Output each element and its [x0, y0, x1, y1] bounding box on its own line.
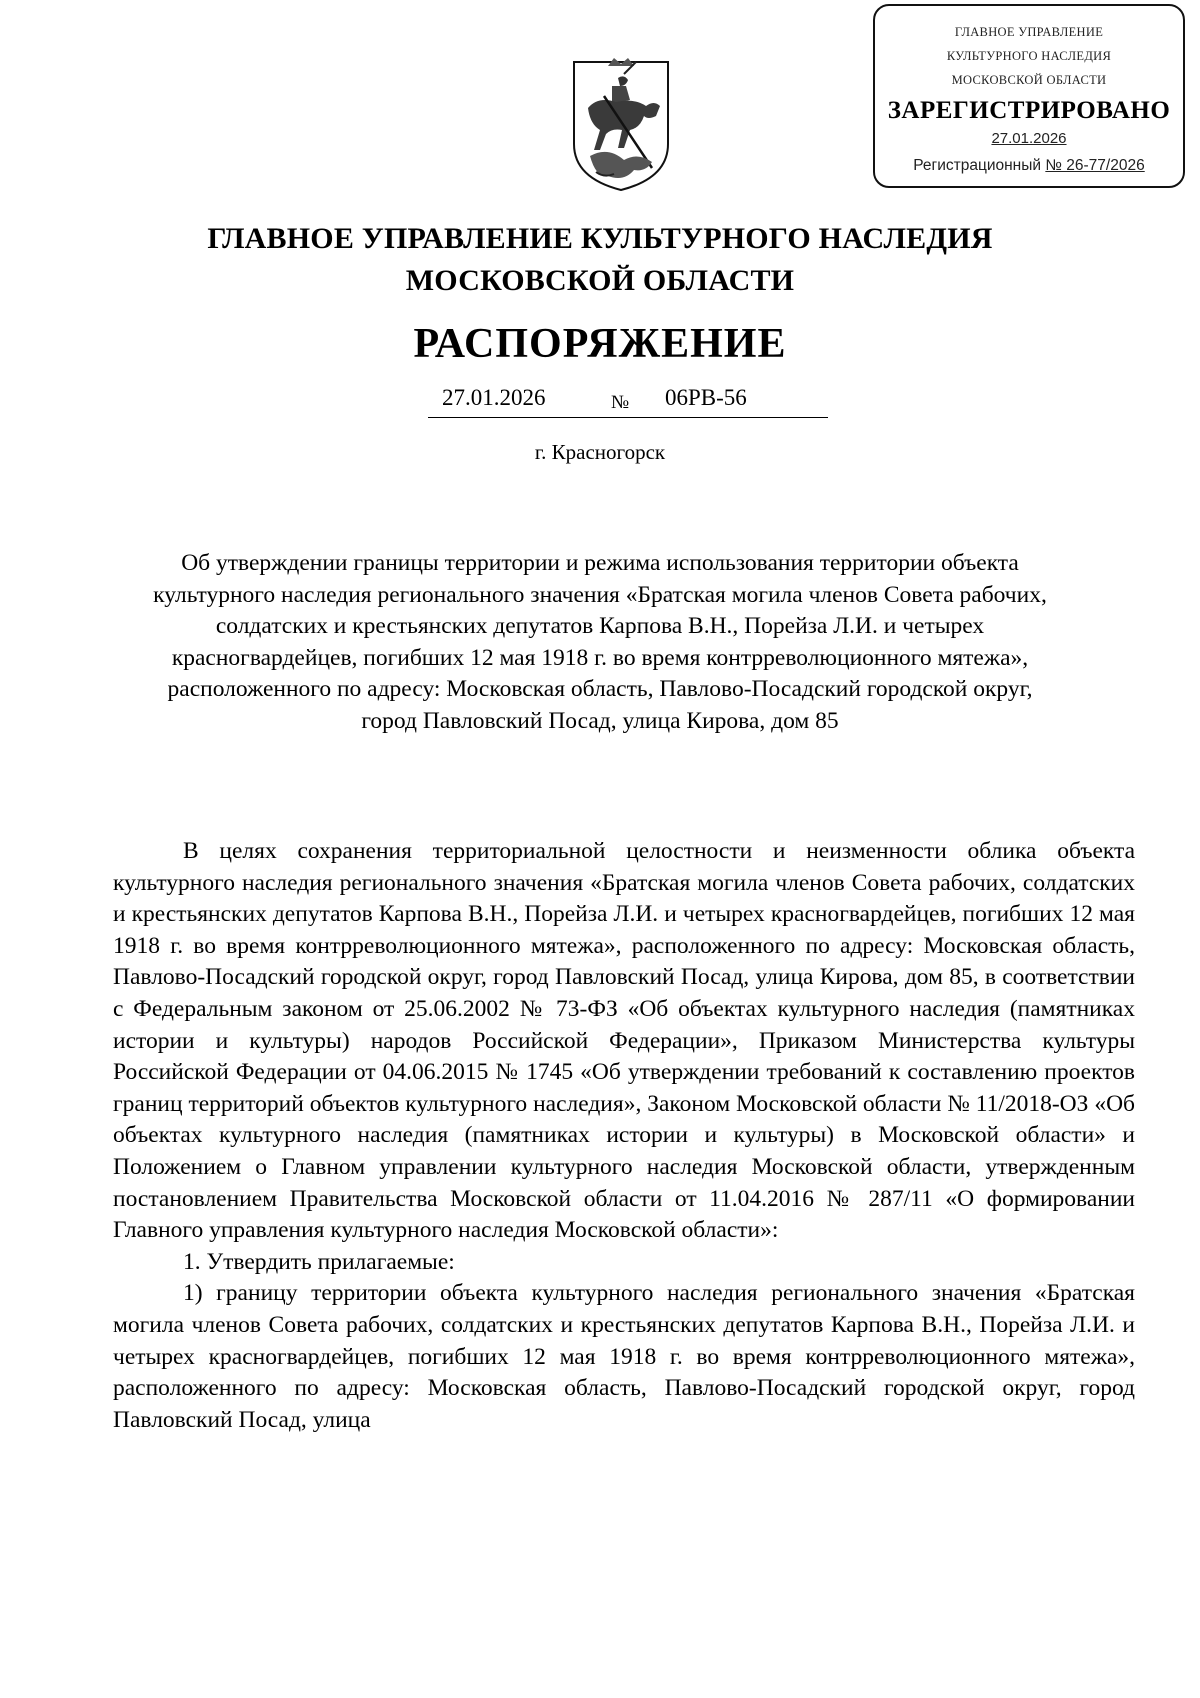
- organization-name: [0, 218, 1200, 302]
- stamp-org-line-2: КУЛЬТУРНОГО НАСЛЕДИЯ: [946, 49, 1112, 63]
- item-1-paragraph: 1. Утвердить прилагаемые:: [183, 1248, 455, 1275]
- organization-name-line-2: МОСКОВСКОЙ ОБЛАСТИ: [405, 264, 795, 297]
- document-number: 06РВ-56: [665, 385, 747, 410]
- document-type: РАСПОРЯЖЕНИЕ: [413, 321, 787, 367]
- date-number-line: [428, 383, 828, 418]
- stamp-org-line-1: ГЛАВНОЕ УПРАВЛЕНИЕ: [954, 25, 1104, 39]
- stamp-reg-label: Регистрационный: [913, 157, 1042, 174]
- organization-name-line-1: ГЛАВНОЕ УПРАВЛЕНИЕ КУЛЬТУРНОГО НАСЛЕДИЯ: [207, 222, 993, 255]
- stamp-org-line-3: МОСКОВСКОЙ ОБЛАСТИ: [951, 73, 1107, 87]
- item-1-1-paragraph: 1) границу территории объекта культурного наследия регионального значения «Братская могила членов Совета рабочих, солдатских и крестьянских депутатов Карпова В.Н., Порейза Л.И. и четырех красногвардейцев, погибших 12 мая 1918 г. во время контрреволюционного мятежа», расположенного по адресу: Московская область, Павлово-Посадский городской округ, город Павловский Посад, улица: [113, 1280, 1135, 1433]
- document-subject: Об утверждении границы территории и режима использования территории объекта культурного наследия регионального значения «Братская могила членов Совета рабочих, солдатских и крестьянских депутатов Карпова В.Н., Порейза Л.И. и четырех красногвардейцев, погибших 12 мая 1918 г. во время контрреволюционного мятежа», расположенного по адресу: Московская область, Павлово-Посадский городской округ, город Павловский Посад, улица Кирова, дом 85: [153, 550, 1047, 734]
- document-date: 27.01.2026: [442, 385, 546, 410]
- document-body: [113, 836, 1135, 1436]
- stamp-reg-number: № 26-77/2026: [1045, 157, 1145, 174]
- stamp-registration-number: [875, 157, 1183, 175]
- stamp-status: ЗАРЕГИСТРИРОВАНО: [887, 97, 1171, 124]
- city: г. Красногорск: [534, 440, 666, 464]
- preamble-paragraph: В целях сохранения территориальной целостности и неизменности облика объекта культурного наследия регионального значения «Братская могила членов Совета рабочих, солдатских и крестьянских депутатов Карпова В.Н., Порейза Л.И. и четырех красногвардейцев, погибших 12 мая 1918 г. во время контрреволюционного мятежа», расположенного по адресу: Московская область, Павлово-Посадский городской округ, город Павловский Посад, улица Кирова, дом 85, в соответствии с Федеральным законом от 25.06.2002 № 73-ФЗ «Об объектах культурного наследия (памятниках истории и культуры) народов Российской Федерации», Приказом Министерства культуры Российской Федерации от 04.06.2015 № 1745 «Об утверждении требований к составлению проектов границ территорий объектов культурного наследия», Законом Московской области № 11/2018-ОЗ «Об объектах культурного наследия (памятниках истории и культуры) в Московской области» и Положением о Главном управлении культурного наследия Московской области, утвержденным постановлением Правительства Московской области от 11.04.2016 № 287/11 «О формировании Главного управления культурного наследия Московской области»:: [113, 838, 1135, 1244]
- number-sign: №: [611, 392, 630, 413]
- registration-stamp: [873, 4, 1185, 188]
- coat-of-arms-emblem: [566, 56, 676, 194]
- stamp-date: 27.01.2026: [991, 130, 1067, 147]
